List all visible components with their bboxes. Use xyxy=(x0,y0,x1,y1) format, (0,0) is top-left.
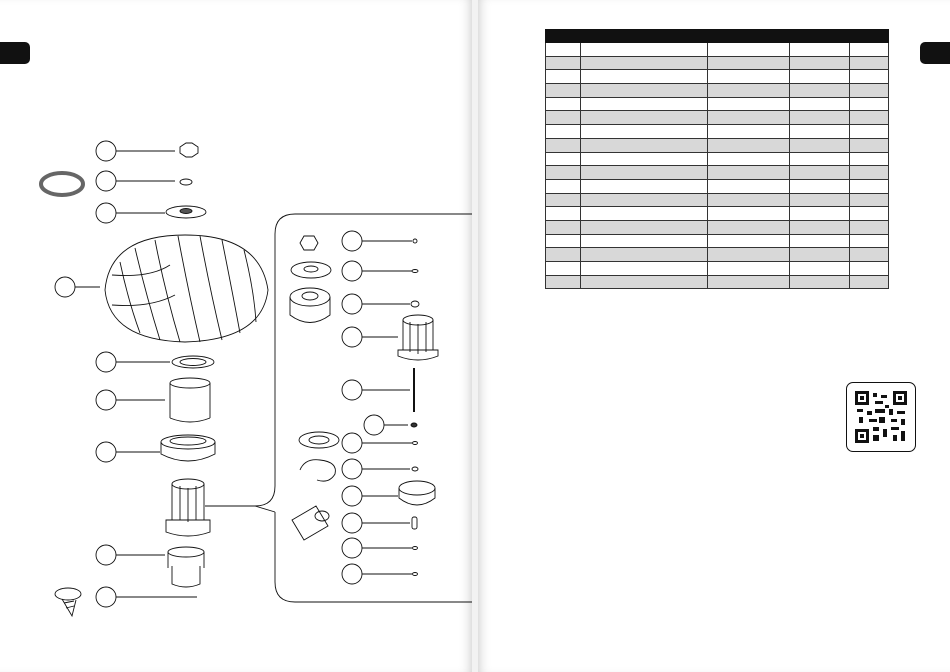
hub xyxy=(398,315,438,360)
table-cell xyxy=(580,220,708,234)
table-cell xyxy=(580,125,708,139)
table-cell xyxy=(580,179,708,193)
table-cell xyxy=(546,248,581,262)
table-cell xyxy=(580,262,708,276)
hub-assembly xyxy=(166,479,210,536)
table-cell xyxy=(708,220,790,234)
table-cell xyxy=(708,56,790,70)
table-cell xyxy=(708,179,790,193)
table-row xyxy=(546,193,889,207)
qr-code-icon xyxy=(855,391,907,443)
table-cell xyxy=(790,111,850,125)
table-cell xyxy=(850,97,889,111)
table-cell xyxy=(580,193,708,207)
table-header-cell xyxy=(580,30,708,43)
table-cell xyxy=(546,43,581,57)
table-cell xyxy=(790,84,850,98)
left-page xyxy=(0,0,472,672)
table-cell xyxy=(850,138,889,152)
table-cell xyxy=(580,84,708,98)
washer xyxy=(291,262,331,278)
table-header-cell xyxy=(708,30,790,43)
o-ring xyxy=(180,179,192,185)
table-cell xyxy=(546,125,581,139)
table-cell xyxy=(790,248,850,262)
table-cell xyxy=(850,262,889,276)
table-row xyxy=(546,152,889,166)
table-cell xyxy=(850,234,889,248)
table-cell xyxy=(708,97,790,111)
table-cell xyxy=(850,70,889,84)
callout-circle-8 xyxy=(96,545,116,565)
callout-circle-6 xyxy=(96,390,116,410)
table-cell xyxy=(850,207,889,221)
table-cell xyxy=(790,207,850,221)
table-row xyxy=(546,207,889,221)
bearing-cap xyxy=(399,481,435,505)
turbine-vane-head xyxy=(105,235,268,342)
detail-bracket-top xyxy=(205,214,472,506)
table-cell xyxy=(850,193,889,207)
table-cell xyxy=(708,193,790,207)
table-cell xyxy=(546,166,581,180)
table-cell xyxy=(546,138,581,152)
table-cell xyxy=(790,43,850,57)
table-cell xyxy=(580,70,708,84)
callout-circle-2 xyxy=(96,171,116,191)
table-cell xyxy=(790,262,850,276)
callout-circle-1 xyxy=(96,141,116,161)
table-cell xyxy=(850,220,889,234)
table-cell xyxy=(708,248,790,262)
table-cell xyxy=(790,70,850,84)
cylinder-sleeve xyxy=(170,378,210,422)
table-cell xyxy=(546,275,581,289)
table-row xyxy=(546,262,889,276)
table-cell xyxy=(708,84,790,98)
hex-nut xyxy=(300,236,318,250)
table-cell xyxy=(708,43,790,57)
table-cell xyxy=(850,248,889,262)
table-row xyxy=(546,138,889,152)
callout-circle-4 xyxy=(55,277,75,297)
table-row xyxy=(546,248,889,262)
table-cell xyxy=(850,43,889,57)
table-cell xyxy=(708,207,790,221)
table-cell xyxy=(580,138,708,152)
small-spring xyxy=(412,517,417,529)
table-cell xyxy=(708,111,790,125)
table-row xyxy=(546,125,889,139)
table-cell xyxy=(580,43,708,57)
section-tab-right xyxy=(920,42,950,64)
table-cell xyxy=(850,56,889,70)
table-row xyxy=(546,56,889,70)
table-cell xyxy=(850,111,889,125)
table-cell xyxy=(790,220,850,234)
table-cell xyxy=(546,193,581,207)
bottom-ring xyxy=(172,356,214,368)
table-cell xyxy=(850,275,889,289)
qr-code[interactable] xyxy=(846,382,916,452)
table-cell xyxy=(580,234,708,248)
table-row xyxy=(546,234,889,248)
table-cell xyxy=(708,262,790,276)
right-page xyxy=(478,0,950,672)
callout-circle-3 xyxy=(96,203,116,223)
table-cell xyxy=(790,125,850,139)
table-header-cell xyxy=(790,30,850,43)
table-cell xyxy=(580,152,708,166)
table-cell xyxy=(790,234,850,248)
table-row xyxy=(546,179,889,193)
table-cell xyxy=(850,84,889,98)
small-nut xyxy=(413,239,417,243)
table-cell xyxy=(546,234,581,248)
table-cell xyxy=(708,234,790,248)
table-header-cell xyxy=(546,30,581,43)
table-cell xyxy=(790,97,850,111)
table-cell xyxy=(580,97,708,111)
callout-circle-7 xyxy=(96,442,116,462)
table-cell xyxy=(850,166,889,180)
table-cell xyxy=(790,152,850,166)
table-cell xyxy=(708,166,790,180)
table-cell xyxy=(580,166,708,180)
table-cell xyxy=(790,138,850,152)
ball-bearing xyxy=(290,288,330,323)
table-header-cell xyxy=(850,30,889,43)
table-cell xyxy=(546,220,581,234)
table-row xyxy=(546,111,889,125)
large-o-ring xyxy=(41,173,83,195)
table-cell xyxy=(580,56,708,70)
table-cell xyxy=(580,248,708,262)
table-cell xyxy=(790,275,850,289)
detail-bracket-bottom xyxy=(275,512,472,602)
table-header-row xyxy=(546,30,889,43)
parts-table xyxy=(545,29,889,289)
table-row xyxy=(546,275,889,289)
table-cell xyxy=(708,138,790,152)
callout-circle-5 xyxy=(96,352,116,372)
table-row xyxy=(546,43,889,57)
cap-nut xyxy=(180,143,198,157)
screw xyxy=(55,588,81,616)
table-cell xyxy=(708,125,790,139)
table-cell xyxy=(708,152,790,166)
spacer-tube xyxy=(292,506,329,540)
table-cell xyxy=(580,207,708,221)
table-cell xyxy=(790,56,850,70)
base-spigot xyxy=(168,547,204,587)
base-collar xyxy=(161,435,215,461)
table-cell xyxy=(580,275,708,289)
table-cell xyxy=(708,275,790,289)
circlip xyxy=(300,460,335,481)
table-cell xyxy=(546,84,581,98)
table-cell xyxy=(546,262,581,276)
flat-washer xyxy=(299,432,339,448)
table-cell xyxy=(790,193,850,207)
table-cell xyxy=(790,166,850,180)
table-cell xyxy=(708,70,790,84)
table-row xyxy=(546,70,889,84)
table-row xyxy=(546,220,889,234)
table-row xyxy=(546,97,889,111)
table-cell xyxy=(850,179,889,193)
table-row xyxy=(546,84,889,98)
table-cell xyxy=(546,70,581,84)
table-row xyxy=(546,166,889,180)
callout-circle-9 xyxy=(96,587,116,607)
exploded-parts-diagram xyxy=(0,0,472,672)
table-cell xyxy=(580,111,708,125)
table-cell xyxy=(850,125,889,139)
table-cell xyxy=(546,207,581,221)
table-cell xyxy=(546,56,581,70)
table-cell xyxy=(790,179,850,193)
table-cell xyxy=(546,152,581,166)
table-cell xyxy=(850,152,889,166)
table-cell xyxy=(546,97,581,111)
table-cell xyxy=(546,179,581,193)
table-cell xyxy=(546,111,581,125)
